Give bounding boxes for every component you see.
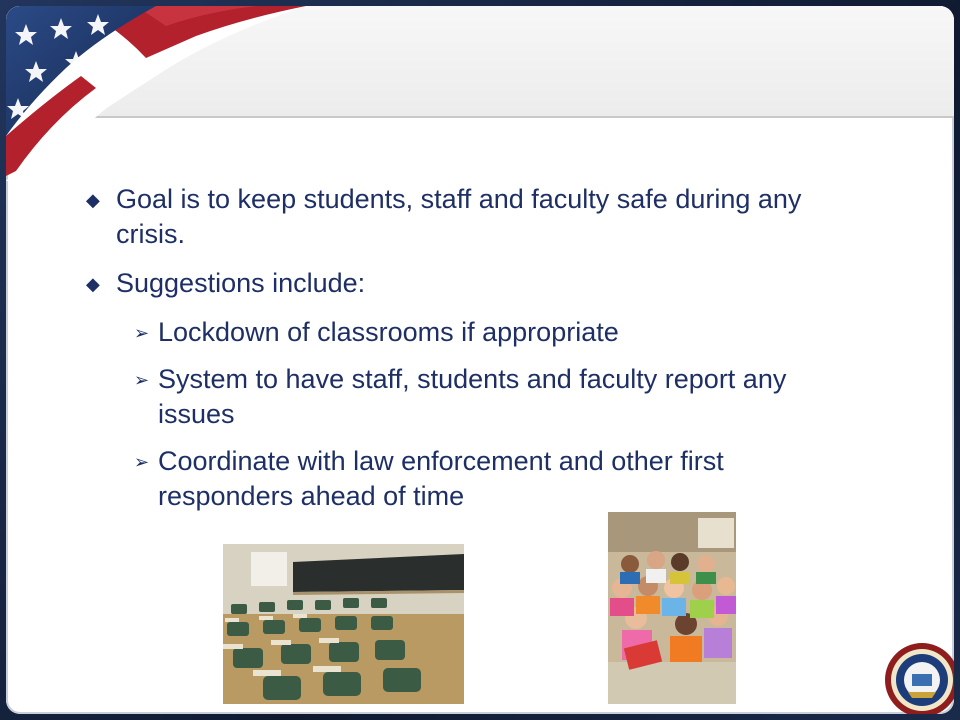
sub-bullet-text: Coordinate with law enforcement and other first responders ahead of time (158, 446, 724, 511)
bullet-item (76, 266, 836, 301)
sub-bullet-item (76, 362, 836, 432)
arrow-bullet-icon: ➢ (134, 452, 150, 472)
diamond-bullet-icon: ◆ (86, 274, 100, 294)
bullet-text: Goal is to keep students, staff and faculty safe during any crisis. (116, 184, 802, 249)
slide (6, 6, 954, 714)
group-of-students-photo (608, 512, 736, 704)
sub-bullet-item (76, 315, 836, 350)
bullet-list (76, 182, 836, 526)
diamond-bullet-icon: ◆ (86, 190, 100, 210)
american-flag-banner (6, 6, 336, 181)
sub-bullet-item (76, 444, 836, 514)
bullet-item (76, 182, 836, 252)
arrow-bullet-icon: ➢ (134, 370, 150, 390)
department-seal-logo (884, 642, 954, 714)
empty-classroom-photo (223, 544, 464, 704)
arrow-bullet-icon: ➢ (134, 323, 150, 343)
bullet-text: Suggestions include: (116, 268, 366, 298)
sub-bullet-text: Lockdown of classrooms if appropriate (158, 317, 619, 347)
sub-bullet-text: System to have staff, students and faculty report any issues (158, 364, 787, 429)
